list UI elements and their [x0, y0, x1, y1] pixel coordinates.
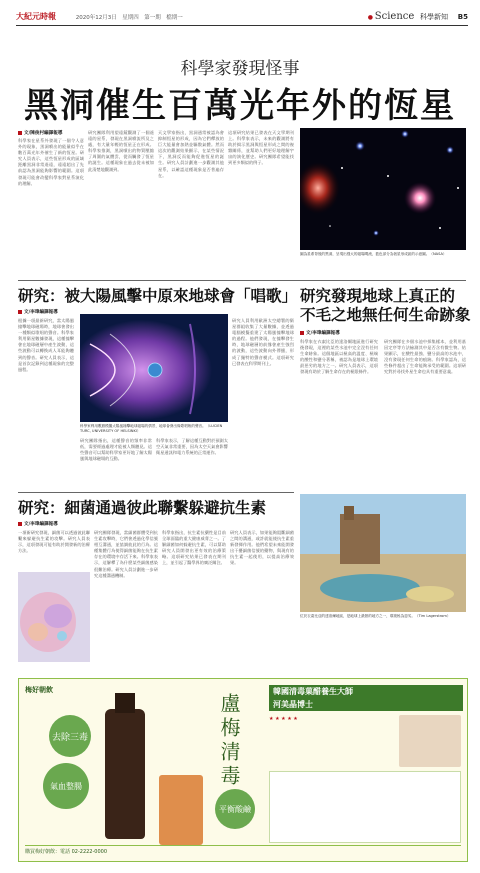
ad-right-features: ★ ★ ★ ★ ★: [269, 716, 298, 722]
solar-wind-caption: 科學家利用數據模擬太陽風撞擊地球磁場的情景，地球會發出像歌唱般的聲音。（LUCIEN TURC, UNIVERSITY OF HELSINKI）: [80, 424, 223, 433]
black-hole-caption: 圖為星系背後的黑洞，呈現出強大的磁場噴流，藍色部分為恆星形成區的示意圖。（NASA）: [300, 252, 447, 256]
paper-name: 大紀元時報: [16, 12, 56, 21]
story4-body-col4: 研究人員表示，如果能夠阻斷細菌之間的溝通，或許就能使抗生素重新發揮作用。他們希望未來能開發出干擾細菌信號的藥物，與現有的抗生素一起使用，以提高治療效果。: [230, 530, 294, 566]
date-line: 2020年12月3日 星期四 第一期 檔期一: [75, 15, 183, 21]
bacteria-image: [18, 572, 90, 662]
story3-headline-line2: 不毛之地無任何生命跡象: [300, 306, 471, 324]
story4-body-col3: 科學家指出，抗生素抗藥性是目前全球面臨的重大健康威脅之一。了解細菌如何躲避抗生素，可以幫助研究人員開發出更有效的治療策略。這項研究結果已發表在期刊上，並引起了醫學界的廣泛關注。: [162, 530, 226, 566]
section-english: Science: [374, 11, 415, 22]
story2-body-col1: 根據一項最新研究，當太陽風撞擊地球磁場時，地球會發出一種類似歌唱的聲音。科學家利用衛星數據發現，這種撞擊會在地球磁層中產生波動，這些波動可以轉換成人耳能夠聽到的聲音。研究人員表示，這是首次記錄到這種現象的完整過程。: [18, 318, 74, 372]
story2-byline: 文/李瑋編譯報導: [18, 309, 58, 316]
story4-byline: 文/李瑋編譯報導: [18, 521, 58, 528]
dallol-caption: 位於衣索比亞的達洛爾地區，是地球上最熱的地方之一，環境極為惡劣。（Tim Lagerstrom）: [300, 614, 451, 618]
main-kicker: 科學家發現怪事: [180, 59, 300, 79]
black-hole-image: [300, 128, 466, 250]
ad-right-header: 韓國清毒菓醋養生大師 河美晶博士: [269, 685, 463, 711]
ad-bubble-2: 氣血整腸: [43, 763, 89, 809]
solar-wind-image: [80, 314, 228, 422]
story3-byline: 文/李瑋編譯報導: [300, 330, 340, 337]
dallol-image: [300, 494, 466, 612]
section-chinese: 科學新知: [420, 13, 449, 21]
ad-bottle: [105, 709, 145, 839]
ad-bottle-cap: [115, 693, 135, 713]
section-dot-icon: ●: [367, 14, 373, 21]
story4-headline: 研究：細菌通過彼此聯繫躲避抗生素: [18, 499, 267, 517]
ad-bubble-3: 平衡酸鹼: [215, 789, 255, 829]
story3-body-col1: 科學家在衣索比亞的達洛爾地區進行研究後發現，這裡的某些水池中完全沒有任何生命跡象。這個地區以極高的溫度、極端的酸性和鹽分著稱，被認為是地球上環境最惡劣的地方之一。研究人員表示，這項發現有助於了解生命存在的極限條件。: [300, 339, 378, 375]
main-body-col3: 天文學家指出，黑洞通常被認為會抑制恆星的形成，因為它們釋放的巨大能量會加熱並驅散氣體。然而這次的觀測結果顯示，在某些情況下，黑洞反而能夠促進恆星的誕生。研究人員計劃進一步觀測其他星系，以確認這種現象是否普遍存在。: [158, 130, 224, 178]
ad-product-title: 盧梅清毒: [217, 693, 241, 789]
main-body-col4: 這項研究結果已發表在天文學期刊上。科學家表示，未來的觀測將有助於揭示黑洞與恆星形成之間的複雜關係，並幫助人們更好地理解宇宙的演化歷史。研究團隊希望能找到更多類似的例子。: [228, 130, 294, 166]
ad-footer[interactable]: 購買梅好朝飲：電話 02-2222-0000: [25, 845, 461, 858]
ad-brand: 梅好朝飲: [25, 686, 53, 694]
story2-body-col2: 研究團隊指出，這種聲音的頻率非常低，需要經過處理才能被人類聽見。這些聲音可以幫助科學家更好地了解太陽風與地球磁場的互動。: [80, 438, 152, 462]
story4-body-col2: 研究團隊發現，當細菌群體受到抗生素攻擊時，它們會透過化學信號相互溝通，並協調彼此的行為。這種集體行為使得細菌能夠在抗生素存在的環境中存活下來。科學家表示，這解釋了為什麼某些細菌感染很難治療。研究人員計劃進一步研究這種溝通機制。: [94, 530, 158, 578]
ad-glass: [159, 775, 203, 845]
section-divider-2: [18, 492, 294, 493]
ad-portrait: [399, 715, 461, 767]
page-number: B5: [457, 13, 468, 21]
advertisement[interactable]: [18, 678, 468, 862]
story2-body-col4: 研究人員利用歐洲太空總署的衛星群組收集了大量數據，並透過電腦模擬重建了太陽風撞擊地球的過程。他們發現，在撞擊發生時，地球磁層的前緣會產生強烈的波動，這些波動向外傳播，形成了獨特的聲音模式。這項研究已發表在科學期刊上。: [232, 318, 294, 366]
main-byline: 文/陳俊村編譯報導: [18, 130, 62, 137]
story4-body-col1: 一項新研究發現，細菌可以透過彼此聯繫來躲避抗生素的攻擊。研究人員表示，這項發現可能有助於開發新的治療方法。: [18, 530, 90, 554]
main-body-col1: 科學家在星系外發現了一個令人意外的現象，黑洞噴出的能量似乎在數百萬光年外催生了新的恆星。研究人員表示，這些恆星形成的區域距離黑洞非常遙遠，遠遠超出了先前認為黑洞能夠影響的範圍。這項發現可能會改變科學家對星系演化的理解。: [18, 138, 84, 186]
header-rule: [16, 25, 468, 26]
section-block: [368, 10, 468, 25]
ad-info-box: [269, 771, 461, 843]
main-body-col2: 研究團隊利用望遠鏡觀測了一個遙遠的星系，發現在黑洞噴流所及之處，有大量年輕的恆星正在形成。科學家推測，黑洞噴出的物質壓縮了周圍的氣體雲，從而觸發了恆星的誕生。這種現象在過去從未被如此清楚地觀測到。: [88, 130, 154, 172]
story2-headline: 研究：被大陽風擊中原來地球會「唱歌」: [18, 287, 298, 305]
story3-headline-line1: 研究發現地球上真正的: [300, 287, 456, 305]
section-divider-1: [18, 280, 466, 281]
main-headline: 黑洞催生百萬光年外的恆星: [24, 86, 456, 126]
story3-body-col2: 研究團隊在多個水池中採集樣本，並利用基因定序等方法檢測其中是否含有微生物。結果顯示，在酸性最強、鹽分最高的水池中，沒有發現任何生命的痕跡。科學家認為，這些條件超出了生命能夠承受的範圍。這項研究對於尋找外星生命也具有重要意義。: [384, 339, 466, 375]
story2-body-col3: 科學家表示，了解這種互動對於預測太空天氣非常重要，因為太空天氣會影響衛星通訊和電力系統的正常運作。: [156, 438, 228, 456]
ad-bubble-1: 去除三毒: [49, 715, 91, 757]
page-header: [16, 10, 468, 24]
